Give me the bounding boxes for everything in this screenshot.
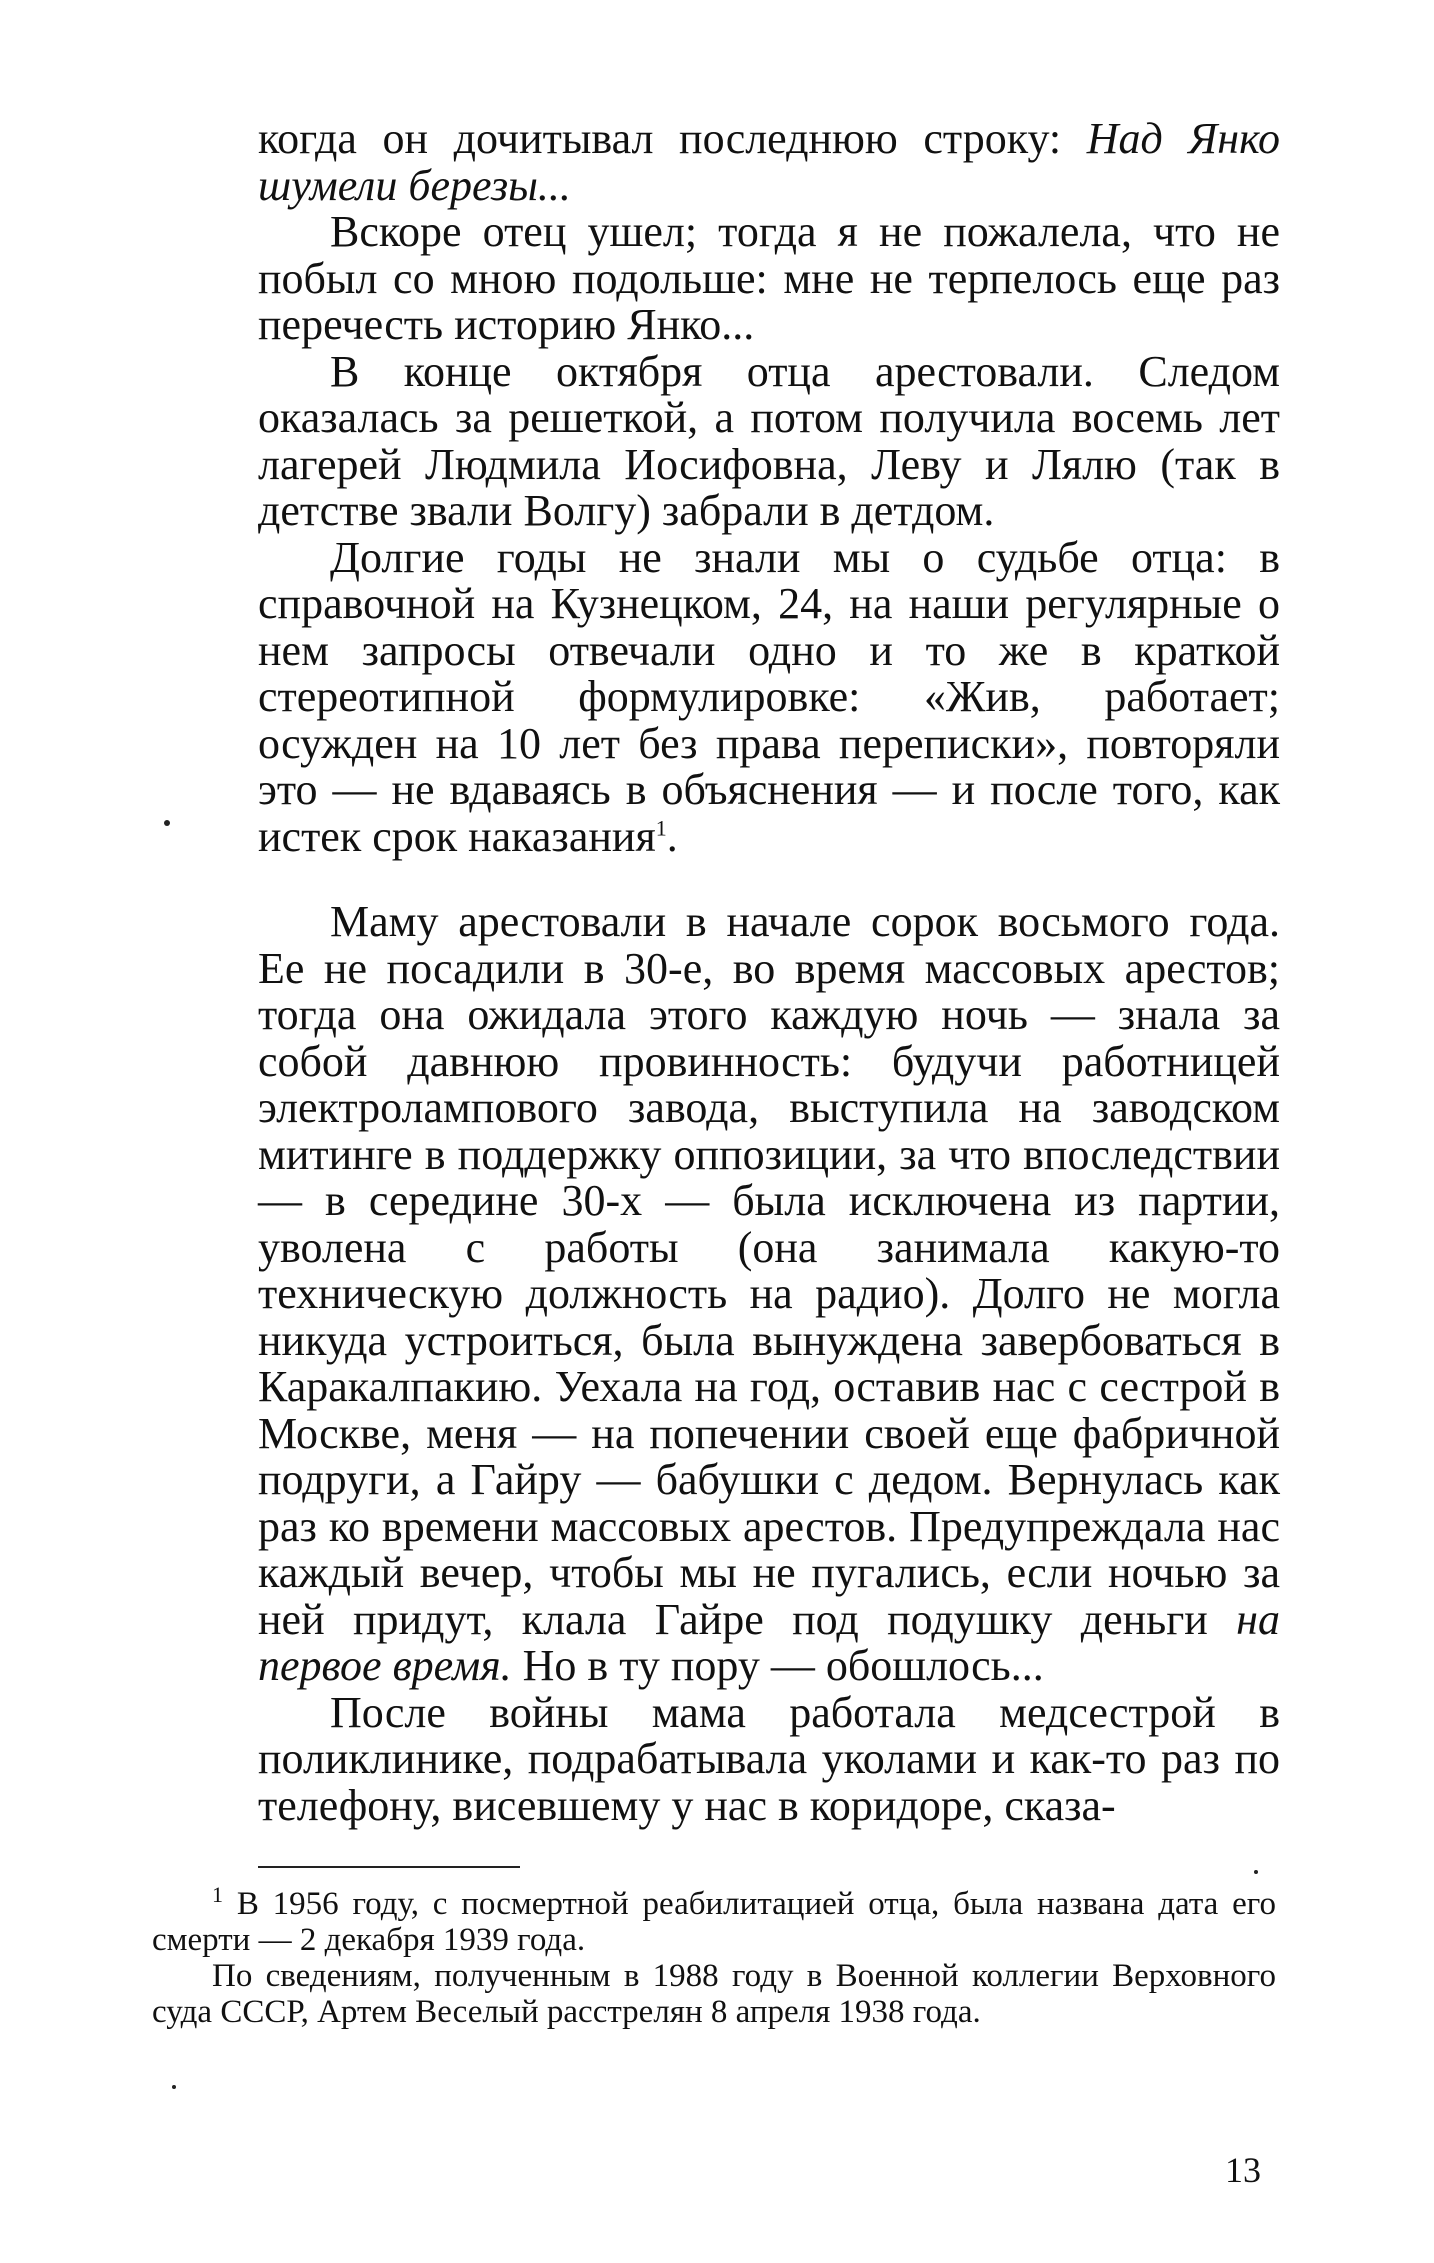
paragraph: В конце октября отца арестовали. Следом оказалась за решеткой, а потом получила восемь лет лагерей Людмила Иосифовна, Леву и Лялю (так в детстве звали Волгу) забрали в детдом. [258, 346, 1280, 535]
footnote-1-continuation: По сведениям, полученным в 1988 году в Военной коллегии Верховного суда СССР, Артем Веселый расстрелян 8 апреля 1938 года. [152, 1958, 1276, 2030]
paragraph [258, 532, 1280, 861]
italic-quote: Над Янко шумели березы... [258, 114, 1280, 210]
footnote-mark: 1 [212, 1882, 223, 1907]
print-speck [172, 2085, 176, 2089]
print-speck [164, 820, 170, 826]
page-number: 13 [1225, 2150, 1261, 2190]
paragraph-text: Маму арестовали в начале сорок восьмого года. Ее не посадили в 30-е, во время массовых арестов; тогда она ожидала этого каждую ночь — знала за собой давнюю провинность: будучи работницей электролампового завода, выступила на заводском митинге в поддержку оппозиции, за что впоследствии — в середине 30-х — была исключена из партии, уволена с работы (она занимала какую-то техническую должность на радио). Долго не могла никуда устроиться, была вынуждена завербоваться в Каракалпакию. Уехала на год, оставив нас с сестрой в Москве, меня — на попечении своей еще фабричной подруги, а Гайру — бабушки с дедом. Вернулась как раз ко времени массовых арестов. Предупреждала нас каждый вечер, чтобы мы не пугались, если ночью за ней придут, клала Гайре под подушку деньги [258, 897, 1280, 1644]
paragraph-end: Но в ту пору — обошлось... [511, 1641, 1044, 1690]
paragraph-end: . [666, 811, 678, 861]
footnote-separator [258, 1866, 520, 1868]
paragraph: Вскоре отец ушел; тогда я не пожалела, что не побыл со мною подольше: мне не терпелось еще раз перечесть историю Янко... [258, 207, 1280, 349]
print-speck [1254, 1870, 1258, 1874]
paragraph-text: когда он дочитывал последнюю строку: [258, 114, 1087, 163]
footnotes [152, 1882, 1276, 2030]
paragraph-text: Долгие годы не знали мы о судьбе отца: в справочной на Кузнецком, 24, на наши регулярные о нем запросы отвечали одно и то же в краткой стереотипной формулировке: «Жив, работает; осужден на 10 лет без права переписки», повторяли это — не вдаваясь в объяснения — и после того, как истек срок наказания [258, 532, 1280, 861]
paragraph [258, 899, 1280, 1690]
footnote-1 [152, 1882, 1276, 1958]
paragraph: После войны мама работала медсестрой в поликлинике, подрабатывала уколами и как-то раз по телефону, висевшему у нас в коридоре, сказа- [258, 1687, 1280, 1830]
paragraph-continuation [258, 116, 1280, 209]
italic-phrase: на первое время. [258, 1594, 1280, 1690]
main-text-section-1 [258, 116, 1280, 860]
footnote-text: В 1956 году, с посмертной реабилитацией отца, была названа дата его смерти — 2 декабря 1939 года. [152, 1886, 1276, 1958]
footnote-reference: 1 [655, 814, 667, 840]
main-text-section-2 [258, 899, 1280, 1829]
